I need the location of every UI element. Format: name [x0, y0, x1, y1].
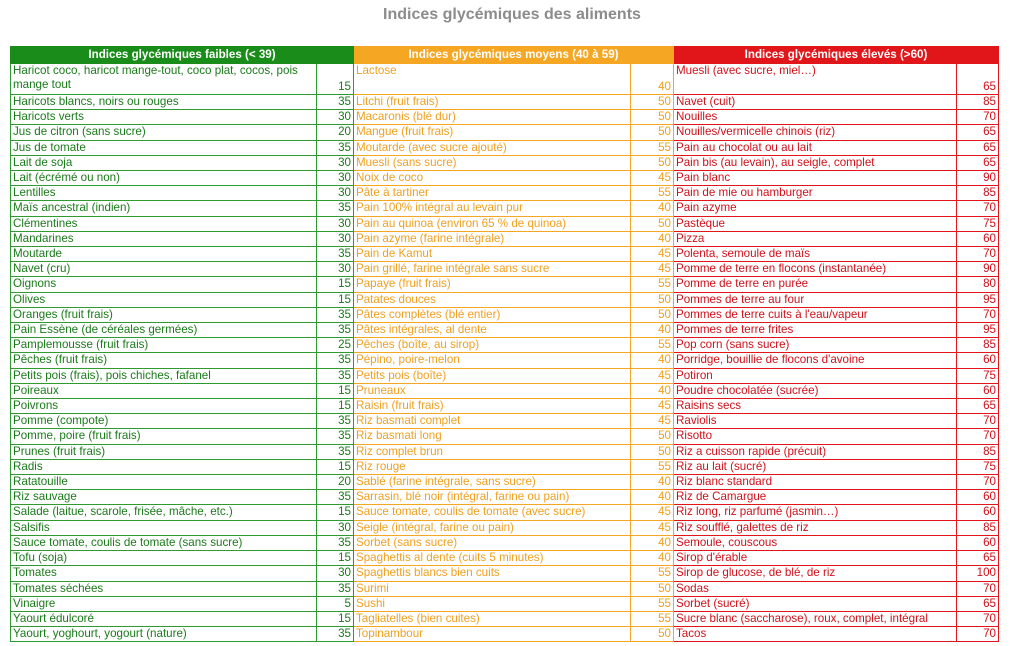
food-name-high: Pomme de terre en flocons (instantanée)	[674, 262, 957, 277]
gi-value-low: 30	[317, 566, 354, 581]
gi-value-low: 15	[317, 277, 354, 292]
gi-value-low: 35	[317, 444, 354, 459]
food-name-mid: Pruneaux	[354, 383, 631, 398]
gi-value-low: 30	[317, 110, 354, 125]
food-name-low: Haricots blancs, noirs ou rouges	[11, 95, 317, 110]
food-name-mid: Pâtes intégrales, al dente	[354, 323, 631, 338]
gi-value-high: 95	[957, 323, 999, 338]
food-name-mid: Sauce tomate, coulis de tomate (avec sucre)	[354, 505, 631, 520]
table-row	[11, 505, 999, 520]
gi-value-high: 75	[957, 368, 999, 383]
gi-value-low: 35	[317, 490, 354, 505]
food-name-high: Navet (cuit)	[674, 95, 957, 110]
gi-value-high: 65	[957, 596, 999, 611]
gi-value-high: 70	[957, 201, 999, 216]
food-name-high: Pain blanc	[674, 171, 957, 186]
gi-value-high: 70	[957, 247, 999, 262]
gi-value-high: 65	[957, 399, 999, 414]
header-row	[11, 47, 999, 64]
gi-value-high: 70	[957, 611, 999, 626]
food-name-mid: Muesli (sans sucre)	[354, 155, 631, 170]
gi-value-high: 60	[957, 490, 999, 505]
food-name-high: Pommes de terre frites	[674, 323, 957, 338]
gi-value-mid: 55	[631, 596, 674, 611]
table-row	[11, 535, 999, 550]
gi-value-mid: 40	[631, 64, 674, 95]
food-name-low: Tomates	[11, 566, 317, 581]
table-row	[11, 611, 999, 626]
food-name-mid: Pain au quinoa (environ 65 % de quinoa)	[354, 216, 631, 231]
food-name-low: Oranges (fruit frais)	[11, 307, 317, 322]
gi-value-low: 35	[317, 307, 354, 322]
table-row	[11, 566, 999, 581]
gi-value-mid: 40	[631, 201, 674, 216]
food-name-low: Pain Essène (de céréales germées)	[11, 323, 317, 338]
table-row	[11, 247, 999, 262]
gi-value-mid: 50	[631, 216, 674, 231]
food-name-high: Riz au lait (sucré)	[674, 459, 957, 474]
food-name-mid: Spaghettis al dente (cuits 5 minutes)	[354, 551, 631, 566]
gi-value-mid: 45	[631, 414, 674, 429]
table-row	[11, 383, 999, 398]
food-name-low: Poireaux	[11, 383, 317, 398]
gi-value-mid: 40	[631, 231, 674, 246]
food-name-mid: Noix de coco	[354, 171, 631, 186]
gi-value-high: 70	[957, 110, 999, 125]
gi-value-high: 75	[957, 459, 999, 474]
food-name-mid: Macaronis (blé dur)	[354, 110, 631, 125]
food-name-low: Lait (écrémé ou non)	[11, 171, 317, 186]
gi-value-mid: 45	[631, 505, 674, 520]
food-name-high: Pain au chocolat ou au lait	[674, 140, 957, 155]
food-name-mid: Pâte à tartiner	[354, 186, 631, 201]
gi-value-low: 35	[317, 201, 354, 216]
food-name-low: Salade (laitue, scarole, frisée, mâche, etc.)	[11, 505, 317, 520]
gi-value-mid: 40	[631, 353, 674, 368]
food-name-low: Petits pois (frais), pois chiches, fafanel	[11, 368, 317, 383]
gi-value-mid: 40	[631, 551, 674, 566]
gi-value-low: 30	[317, 262, 354, 277]
food-name-low: Yaourt, yoghourt, yogourt (nature)	[11, 627, 317, 642]
gi-value-low: 15	[317, 551, 354, 566]
gi-value-low: 35	[317, 368, 354, 383]
food-name-low: Clémentines	[11, 216, 317, 231]
page-title: Indices glycémiques des aliments	[383, 6, 641, 23]
food-name-low: Jus de tomate	[11, 140, 317, 155]
gi-value-high: 65	[957, 155, 999, 170]
food-name-high: Pastèque	[674, 216, 957, 231]
food-name-low: Yaourt édulcoré	[11, 611, 317, 626]
gi-value-high: 70	[957, 307, 999, 322]
food-name-high: Sodas	[674, 581, 957, 596]
food-name-mid: Litchi (fruit frais)	[354, 95, 631, 110]
gi-value-mid: 55	[631, 611, 674, 626]
gi-value-high: 60	[957, 505, 999, 520]
food-name-low: Jus de citron (sans sucre)	[11, 125, 317, 140]
gi-value-mid: 40	[631, 383, 674, 398]
table-row	[11, 95, 999, 110]
gi-value-low: 35	[317, 323, 354, 338]
table-row	[11, 155, 999, 170]
food-name-mid: Riz basmati long	[354, 429, 631, 444]
food-name-mid: Petits pois (boîte)	[354, 368, 631, 383]
food-name-low: Sauce tomate, coulis de tomate (sans sucre)	[11, 535, 317, 550]
gi-value-low: 30	[317, 171, 354, 186]
gi-value-low: 35	[317, 247, 354, 262]
table-row	[11, 490, 999, 505]
food-name-mid: Riz rouge	[354, 459, 631, 474]
food-name-low: Prunes (fruit frais)	[11, 444, 317, 459]
table-row	[11, 459, 999, 474]
food-name-mid: Pain 100% intégral au levain pur	[354, 201, 631, 216]
gi-value-mid: 40	[631, 490, 674, 505]
food-name-high: Riz de Camargue	[674, 490, 957, 505]
gi-value-low: 15	[317, 611, 354, 626]
table-row	[11, 110, 999, 125]
gi-value-high: 70	[957, 627, 999, 642]
gi-value-mid: 50	[631, 110, 674, 125]
gi-value-high: 100	[957, 566, 999, 581]
gi-value-high: 85	[957, 95, 999, 110]
header-high-gi: Indices glycémiques élevés (>60)	[674, 47, 999, 64]
gi-value-mid: 50	[631, 292, 674, 307]
food-name-low: Haricots verts	[11, 110, 317, 125]
food-name-mid: Pâtes complètes (blé entier)	[354, 307, 631, 322]
food-name-mid: Sushi	[354, 596, 631, 611]
food-name-mid: Pain grillé, farine intégrale sans sucre	[354, 262, 631, 277]
table-row	[11, 475, 999, 490]
gi-value-mid: 45	[631, 171, 674, 186]
table-row	[11, 125, 999, 140]
gi-value-mid: 45	[631, 262, 674, 277]
gi-value-high: 60	[957, 535, 999, 550]
gi-value-high: 95	[957, 292, 999, 307]
food-name-low: Pomme (compote)	[11, 414, 317, 429]
gi-value-low: 30	[317, 216, 354, 231]
gi-value-high: 90	[957, 262, 999, 277]
gi-value-mid: 55	[631, 566, 674, 581]
food-name-high: Pommes de terre au four	[674, 292, 957, 307]
food-name-high: Porridge, bouillie de flocons d'avoine	[674, 353, 957, 368]
food-name-mid: Riz complet brun	[354, 444, 631, 459]
food-name-low: Lentilles	[11, 186, 317, 201]
table-row	[11, 627, 999, 642]
gi-value-low: 35	[317, 535, 354, 550]
gi-value-high: 80	[957, 277, 999, 292]
gi-value-low: 30	[317, 520, 354, 535]
table-row	[11, 581, 999, 596]
food-name-mid: Surimi	[354, 581, 631, 596]
food-name-high: Raisins secs	[674, 399, 957, 414]
food-name-mid: Raisin (fruit frais)	[354, 399, 631, 414]
food-name-low: Salsifis	[11, 520, 317, 535]
food-name-mid: Moutarde (avec sucre ajouté)	[354, 140, 631, 155]
food-name-mid: Sarrasin, blé noir (intégral, farine ou pain)	[354, 490, 631, 505]
gi-value-mid: 55	[631, 338, 674, 353]
food-name-low: Pomme, poire (fruit frais)	[11, 429, 317, 444]
food-name-low: Vinaigre	[11, 596, 317, 611]
gi-value-mid: 45	[631, 368, 674, 383]
food-name-mid: Topinambour	[354, 627, 631, 642]
gi-value-mid: 50	[631, 429, 674, 444]
table-row	[11, 262, 999, 277]
gi-value-low: 25	[317, 338, 354, 353]
table-row	[11, 216, 999, 231]
gi-value-mid: 50	[631, 95, 674, 110]
gi-value-high: 70	[957, 414, 999, 429]
food-name-high: Sorbet (sucré)	[674, 596, 957, 611]
gi-value-low: 35	[317, 627, 354, 642]
table-row	[11, 231, 999, 246]
gi-value-high: 65	[957, 64, 999, 95]
food-name-mid: Lactose	[354, 64, 631, 95]
gi-value-mid: 55	[631, 459, 674, 474]
gi-value-high: 60	[957, 383, 999, 398]
gi-value-low: 35	[317, 95, 354, 110]
gi-value-low: 35	[317, 581, 354, 596]
glycemic-index-table	[10, 46, 999, 642]
food-name-mid: Pépino, poire-melon	[354, 353, 631, 368]
header-low-gi: Indices glycémiques faibles (< 39)	[11, 47, 354, 64]
food-name-low: Tomates séchées	[11, 581, 317, 596]
gi-value-low: 35	[317, 429, 354, 444]
gi-value-low: 15	[317, 459, 354, 474]
table-row	[11, 186, 999, 201]
food-name-high: Poudre chocolatée (sucrée)	[674, 383, 957, 398]
gi-value-mid: 45	[631, 399, 674, 414]
food-name-high: Pommes de terre cuits à l'eau/vapeur	[674, 307, 957, 322]
gi-value-low: 35	[317, 140, 354, 155]
gi-value-mid: 50	[631, 155, 674, 170]
gi-value-low: 30	[317, 231, 354, 246]
table-row	[11, 414, 999, 429]
food-name-high: Sucre blanc (saccharose), roux, complet, intégral	[674, 611, 957, 626]
gi-value-high: 85	[957, 186, 999, 201]
gi-value-high: 60	[957, 353, 999, 368]
food-name-high: Pain bis (au levain), au seigle, complet	[674, 155, 957, 170]
gi-value-low: 20	[317, 475, 354, 490]
table-row	[11, 140, 999, 155]
food-name-mid: Patates douces	[354, 292, 631, 307]
table-row	[11, 307, 999, 322]
gi-value-mid: 50	[631, 444, 674, 459]
food-name-high: Riz a cuisson rapide (précuit)	[674, 444, 957, 459]
food-name-low: Haricot coco, haricot mange-tout, coco plat, cocos, pois mange tout	[11, 64, 317, 95]
gi-value-low: 15	[317, 64, 354, 95]
gi-value-mid: 45	[631, 247, 674, 262]
gi-value-low: 30	[317, 186, 354, 201]
food-name-low: Lait de soja	[11, 155, 317, 170]
gi-value-low: 15	[317, 292, 354, 307]
gi-value-mid: 50	[631, 627, 674, 642]
food-name-high: Muesli (avec sucre, miel…)	[674, 64, 957, 95]
food-name-high: Risotto	[674, 429, 957, 444]
gi-value-high: 90	[957, 171, 999, 186]
gi-value-low: 5	[317, 596, 354, 611]
table-row	[11, 596, 999, 611]
table-row	[11, 551, 999, 566]
table-row	[11, 201, 999, 216]
food-name-mid: Seigle (intégral, farine ou pain)	[354, 520, 631, 535]
table-row	[11, 292, 999, 307]
food-name-low: Moutarde	[11, 247, 317, 262]
gi-value-high: 60	[957, 231, 999, 246]
food-name-mid: Pain azyme (farine intégrale)	[354, 231, 631, 246]
food-name-high: Sirop d'érable	[674, 551, 957, 566]
food-name-mid: Pain de Kamut	[354, 247, 631, 262]
food-name-high: Raviolis	[674, 414, 957, 429]
food-name-high: Pop corn (sans sucre)	[674, 338, 957, 353]
table-row	[11, 277, 999, 292]
gi-value-mid: 40	[631, 475, 674, 490]
food-name-mid: Tagliatelles (bien cuites)	[354, 611, 631, 626]
food-name-high: Sirop de glucose, de blé, de riz	[674, 566, 957, 581]
food-name-low: Radis	[11, 459, 317, 474]
food-name-high: Tacos	[674, 627, 957, 642]
gi-value-low: 15	[317, 399, 354, 414]
table-row	[11, 64, 999, 95]
table-row	[11, 520, 999, 535]
food-name-mid: Sorbet (sans sucre)	[354, 535, 631, 550]
food-name-low: Olives	[11, 292, 317, 307]
gi-value-high: 85	[957, 338, 999, 353]
gi-value-high: 70	[957, 475, 999, 490]
gi-value-high: 85	[957, 444, 999, 459]
food-name-low: Tofu (soja)	[11, 551, 317, 566]
food-name-high: Riz soufflé, galettes de riz	[674, 520, 957, 535]
food-name-mid: Sablé (farine intégrale, sans sucre)	[354, 475, 631, 490]
food-name-high: Semoule, couscous	[674, 535, 957, 550]
gi-value-mid: 55	[631, 277, 674, 292]
gi-value-high: 65	[957, 125, 999, 140]
gi-value-low: 35	[317, 414, 354, 429]
food-name-low: Navet (cru)	[11, 262, 317, 277]
food-name-high: Pomme de terre en purée	[674, 277, 957, 292]
food-name-high: Riz blanc standard	[674, 475, 957, 490]
food-name-mid: Spaghettis blancs bien cuits	[354, 566, 631, 581]
table-row	[11, 399, 999, 414]
gi-value-high: 70	[957, 581, 999, 596]
table-row	[11, 338, 999, 353]
gi-value-high: 65	[957, 140, 999, 155]
gi-value-mid: 50	[631, 125, 674, 140]
gi-value-mid: 55	[631, 186, 674, 201]
food-name-low: Pêches (fruit frais)	[11, 353, 317, 368]
gi-value-low: 30	[317, 155, 354, 170]
food-name-mid: Papaye (fruit frais)	[354, 277, 631, 292]
gi-value-mid: 55	[631, 140, 674, 155]
food-name-low: Poivrons	[11, 399, 317, 414]
gi-value-low: 15	[317, 383, 354, 398]
food-name-mid: Pêches (boîte, au sirop)	[354, 338, 631, 353]
gi-value-high: 70	[957, 429, 999, 444]
food-name-mid: Riz basmati complet	[354, 414, 631, 429]
table-row	[11, 353, 999, 368]
food-name-low: Pamplemousse (fruit frais)	[11, 338, 317, 353]
food-name-high: Pain de mie ou hamburger	[674, 186, 957, 201]
food-name-high: Pizza	[674, 231, 957, 246]
gi-value-mid: 40	[631, 535, 674, 550]
gi-value-mid: 50	[631, 307, 674, 322]
food-name-low: Oignons	[11, 277, 317, 292]
food-name-high: Potiron	[674, 368, 957, 383]
food-name-high: Nouilles/vermicelle chinois (riz)	[674, 125, 957, 140]
food-name-low: Mandarines	[11, 231, 317, 246]
table-row	[11, 368, 999, 383]
food-name-high: Pain azyme	[674, 201, 957, 216]
gi-value-low: 35	[317, 353, 354, 368]
gi-value-high: 65	[957, 551, 999, 566]
food-name-low: Riz sauvage	[11, 490, 317, 505]
gi-value-mid: 50	[631, 581, 674, 596]
table-row	[11, 444, 999, 459]
food-name-high: Nouilles	[674, 110, 957, 125]
gi-value-high: 75	[957, 216, 999, 231]
table-row	[11, 429, 999, 444]
food-name-mid: Mangue (fruit frais)	[354, 125, 631, 140]
food-name-low: Maïs ancestral (indien)	[11, 201, 317, 216]
food-name-high: Polenta, semoule de maïs	[674, 247, 957, 262]
gi-value-low: 20	[317, 125, 354, 140]
food-name-high: Riz long, riz parfumé (jasmin…)	[674, 505, 957, 520]
gi-value-high: 85	[957, 520, 999, 535]
gi-value-mid: 45	[631, 520, 674, 535]
gi-value-mid: 40	[631, 323, 674, 338]
table-row	[11, 171, 999, 186]
table-row	[11, 323, 999, 338]
header-medium-gi: Indices glycémiques moyens (40 à 59)	[354, 47, 674, 64]
gi-value-low: 15	[317, 505, 354, 520]
food-name-low: Ratatouille	[11, 475, 317, 490]
